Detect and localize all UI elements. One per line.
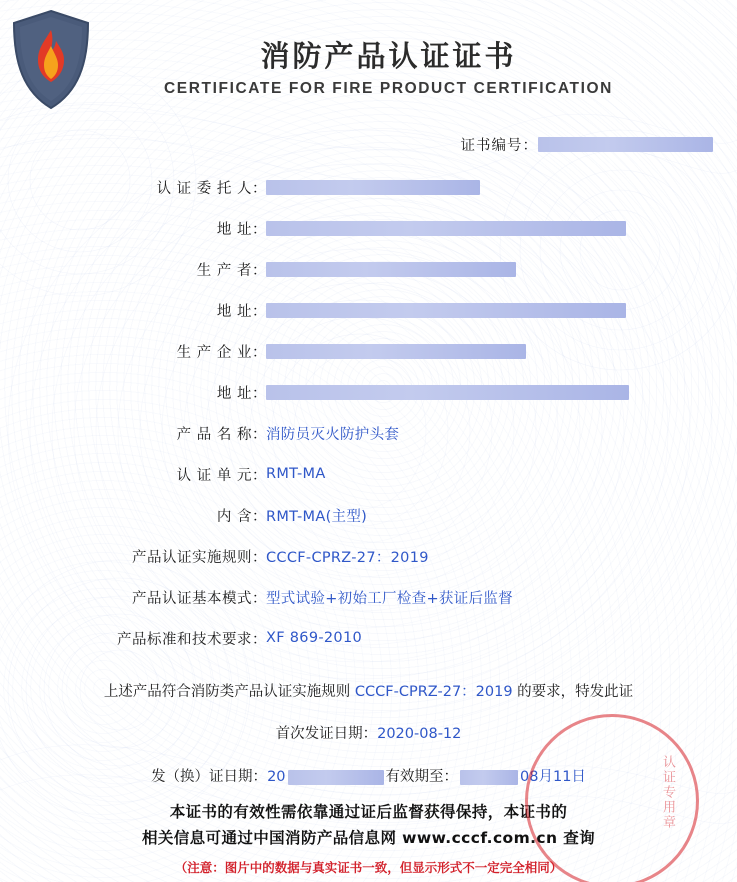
cccf-website-link[interactable]: www.cccf.com.cn [402,829,558,847]
footer-line-1: 本证书的有效性需依靠通过证后监督获得保持，本证书的 [169,803,568,821]
field-row-manufacturer [0,336,737,366]
field-row-manufacturer-address [0,377,737,407]
conformity-statement [0,680,737,701]
field-row-product-name [0,418,737,448]
conformity-prefix: 上述产品符合消防类产品认证实施规则 [103,684,355,700]
field-label: 认 证 单 元 [176,467,252,484]
field-row-applicant [0,172,737,202]
conformity-rule: CCCF-CPRZ-27：2019 [354,684,513,700]
field-label: 认 证 委 托 人 [156,180,252,197]
issue-date-value: 20 [267,769,286,785]
field-value-redaction [266,262,516,277]
field-colon: ： [252,344,267,361]
field-row-applicant-address [0,213,737,243]
conformity-suffix: 的要求，特发此证 [512,684,634,700]
field-label: 生 产 企 业 [176,344,252,361]
field-value: XF 869-2010 [266,630,362,646]
issue-date-redaction [288,770,384,785]
field-colon: ： [252,631,267,648]
field-label: 生 产 者 [196,262,252,279]
certificate-number-row [461,134,714,155]
field-label: 产品标准和技术要求 [117,631,252,648]
field-value: 消防员灭火防护头套 [266,426,400,443]
field-value-redaction [266,344,526,359]
validity-date-tail: 08月11日 [520,769,586,785]
field-value: RMT-MA [266,466,326,482]
field-row-producer-address [0,295,737,325]
issue-date-label: 发（换）证日期： [151,769,268,785]
field-list [0,172,737,664]
field-label: 产品认证实施规则 [132,549,252,566]
first-issue-label: 首次发证日期： [275,726,378,742]
field-row-implementation-rule [0,541,737,571]
field-colon: ： [252,385,267,402]
field-colon: ： [252,221,267,238]
field-row-certification-unit [0,459,737,489]
field-value-redaction [266,180,480,195]
field-colon: ： [252,467,267,484]
field-value-redaction [266,221,626,236]
field-colon: ： [252,303,267,320]
footer-note: （注意：图片中的数据与真实证书一致，但显示形式不一定完全相同） [174,860,563,875]
field-colon: ： [252,180,267,197]
field-row-producer [0,254,737,284]
field-label: 产 品 名 称 [176,426,252,443]
footer-line-2-prefix: 相关信息可通过中国消防产品信息网 [141,829,403,847]
page-title-en: CERTIFICATE FOR FIRE PRODUCT CERTIFICATION [164,80,613,97]
field-row-included-models [0,500,737,530]
field-label: 地 址 [216,221,252,238]
validity-label: 有效期至： [385,769,459,785]
field-value: RMT-MA(主型) [266,508,368,525]
field-label: 内 含 [216,508,252,525]
field-colon: ： [252,426,267,443]
first-issue-date: 2020-08-12 [377,726,462,742]
field-value: 型式试验+初始工厂检查+获证后监督 [266,590,513,607]
field-label: 产品认证基本模式 [132,590,252,607]
field-value-redaction [266,385,629,400]
field-label: 地 址 [216,303,252,320]
field-colon: ： [252,262,267,279]
footer-line-2-suffix: 查询 [557,829,596,847]
official-seal-text: 认证专用章 [660,755,675,830]
certificate-number-label: 证书编号： [460,138,538,154]
page-title-zh: 消防产品认证证书 [260,39,517,73]
footer-line-2 [0,826,737,848]
field-value: CCCF-CPRZ-27：2019 [266,549,429,566]
field-row-certification-mode [0,582,737,612]
first-issue-statement [0,722,737,743]
certificate-number-redaction [538,137,713,152]
field-colon: ： [252,508,267,525]
field-colon: ： [252,549,267,566]
field-value-redaction [266,303,626,318]
field-row-standard [0,623,737,653]
field-colon: ： [252,590,267,607]
issue-validity-statement [0,765,737,786]
validity-date-redaction [460,770,518,785]
field-label: 地 址 [216,385,252,402]
